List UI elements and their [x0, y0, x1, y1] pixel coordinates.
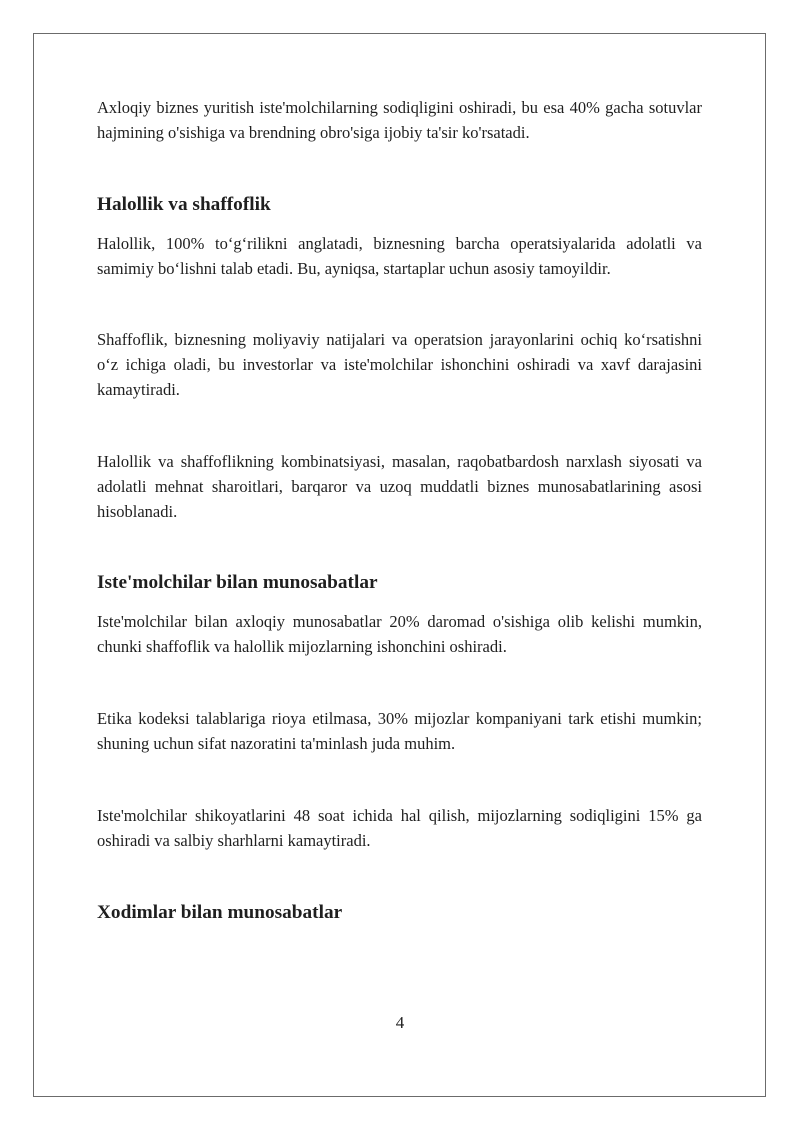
heading-consumer-relations: Iste'molchilar bilan munosabatlar [97, 572, 378, 593]
paragraph-ethics-code: Etika kodeksi talablariga rioya etilmasa, 30% mijozlar kompaniyani tark etishi mumkin; shuning uchun sifat nazoratini ta'minlash juda muhim. [97, 709, 702, 753]
paragraph-intro: Axloqiy biznes yuritish iste'molchilarning sodiqligini oshiradi, bu esa 40% gacha sotuvlar hajmining o'sishiga va brendning obro'siga ijobiy ta'sir ko'rsatadi. [97, 98, 702, 142]
paragraph-complaints: Iste'molchilar shikoyatlarini 48 soat ichida hal qilish, mijozlarning sodiqligini 15% ga oshiradi va salbiy sharhlarni kamaytiradi. [97, 806, 702, 850]
paragraph-honesty: Halollik, 100% to‘g‘rilikni anglatadi, biznesning barcha operatsiyalarida adolatli va samimiy bo‘lishni talab etadi. Bu, ayniqsa, startaplar uchun asosiy tamoyildir. [97, 234, 702, 278]
paragraph-consumer-ethics: Iste'molchilar bilan axloqiy munosabatlar 20% daromad o'sishiga olib kelishi mumkin, chunki shaffoflik va halollik mijozlarning ishonchini oshiradi. [97, 612, 702, 656]
heading-honesty-transparency: Halollik va shaffoflik [97, 194, 271, 215]
heading-employee-relations: Xodimlar bilan munosabatlar [97, 902, 343, 923]
document-body [97, 95, 702, 925]
paragraph-combination: Halollik va shaffoflikning kombinatsiyasi, masalan, raqobatbardosh narxlash siyosati va adolatli mehnat sharoitlari, barqaror va uzoq muddatli biznes munosabatlarining asosi hisoblanadi. [97, 452, 702, 521]
page-number: 4 [395, 1013, 405, 1032]
paragraph-transparency: Shaffoflik, biznesning moliyaviy natijalari va operatsion jarayonlarini ochiq ko‘rsatishni o‘z ichiga oladi, bu investorlar va iste'molchilar ishonchini oshiradi va xavf darajasini kamaytiradi. [97, 330, 702, 399]
